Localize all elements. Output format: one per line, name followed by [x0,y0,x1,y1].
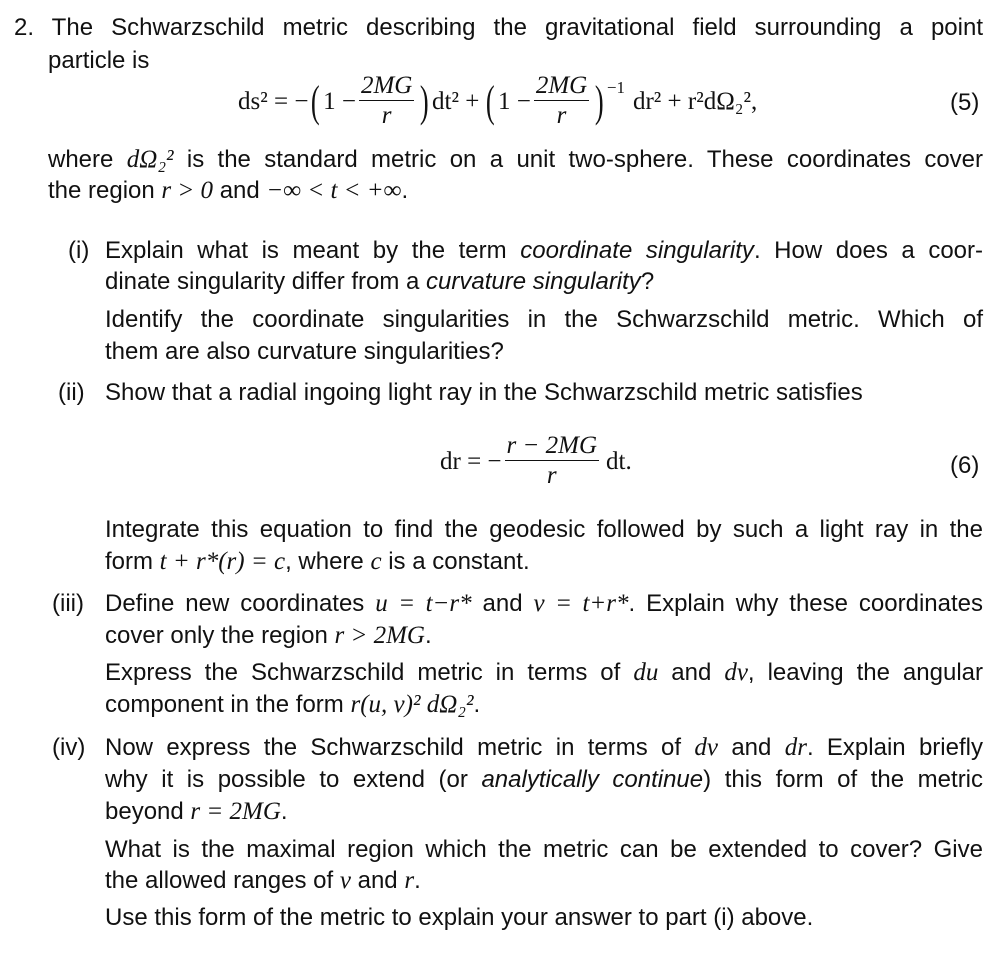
eq5-paren: ) [420,76,430,126]
text-segment: cover only the region [105,622,335,649]
part-label: (iii) [52,590,84,617]
text-line [105,336,983,367]
math-expression: r > 0 [161,177,214,204]
text-segment: where [48,146,127,173]
text-segment: and [213,177,267,204]
text-segment: What is the maximal region which the metric can be extended to cover? Give [105,836,983,863]
frac-numerator: 2MG [535,72,588,99]
math-expression: r(u, v)² dΩ₂² [350,691,474,718]
text-line [105,732,983,763]
text-line [105,689,983,720]
text-line [105,235,983,266]
text-segment: Explain what is meant by the term [105,237,521,264]
text-segment: . [424,622,432,649]
text-segment: . How does a coor- [753,237,984,264]
eq5-paren: ( [311,76,321,126]
math-expression: r > 2MG [334,622,425,649]
text-segment: Define new coordinates [105,590,376,617]
text-line [105,377,983,408]
text-segment: Integrate this equation to find the geodesic followed by such a light ray in the [105,516,983,543]
text-segment: beyond [105,798,191,825]
text-segment: the allowed ranges of [105,867,340,894]
math-expression: r [404,867,415,894]
equation-number: (6) [950,452,980,479]
math-expression: t + r*(r) = c [159,548,286,575]
math-expression: −∞ < t < +∞ [266,177,402,204]
text-line [105,657,983,688]
math-expression: v [339,867,351,894]
text-segment: 2. The Schwarzschild metric describing the gravitational field surrounding a point [14,14,983,41]
text-line [105,266,983,297]
text-segment: is the standard metric on a unit two-sphere. These coordinates cover [173,146,983,173]
text-segment: ) this form of the metric [703,766,984,793]
text-segment: dinate singularity differ from a [105,268,427,295]
math-expression: v = t+r* [533,590,629,617]
eq5-term: dt² + [432,87,480,115]
eq5-fraction [359,72,414,131]
text-segment: is a constant. [381,548,530,575]
math-expression: dv [694,734,719,761]
text-segment: component in the form [105,691,351,718]
text-segment: and [350,867,405,894]
equation-6 [440,432,632,491]
text-segment: them are also curvature singularities? [105,338,504,365]
eq6-fraction [505,432,599,491]
text-segment: Show that a radial ingoing light ray in the Schwarzschild metric satisfies [105,379,863,406]
text-segment: , where [285,548,371,575]
part-label: (i) [68,237,90,264]
eq5-term: 1 − [497,87,531,115]
eq6-lhs: dr = − [440,447,502,475]
text-line [48,144,983,175]
text-segment: Use this form of the metric to explain your answer to part (i) above. [105,904,814,931]
eq5-paren: ) [595,76,604,126]
text-line [105,764,983,795]
text-segment: Now express the Schwarzschild metric in terms of [105,734,695,761]
text-line [105,796,983,827]
text-line [48,175,983,206]
text-line [105,902,983,933]
frac-denominator: r [546,462,557,489]
text-segment: . [473,691,481,718]
eq5-exponent: −1 [606,78,625,97]
text-segment: and [718,734,785,761]
intro-line [14,12,983,43]
text-segment: form [105,548,160,575]
math-expression: r = 2MG [190,798,281,825]
text-segment: the region [48,177,162,204]
text-segment: Identify the coordinate singularities in the Schwarzschild metric. Which of [105,306,983,333]
part-label: (iv) [52,734,86,761]
eq5-paren: ( [486,76,496,126]
text-segment: and [658,659,725,686]
eq5-term: 1 − [323,87,356,115]
text-line [105,834,983,865]
math-expression: dr [784,734,807,761]
frac-numerator: 2MG [360,72,413,99]
text-line [105,546,983,577]
text-segment: why it is possible to extend (or [105,766,482,793]
math-expression: u = t−r* [375,590,472,617]
eq5-lhs: ds² = − [238,87,309,115]
text-line [105,514,983,545]
text-segment: ? [640,268,655,295]
frac-numerator: r − 2MG [506,432,598,459]
text-line [105,588,983,619]
equation-number: (5) [950,89,980,116]
text-segment: , leaving the angular [747,659,983,686]
text-segment: . [280,798,288,825]
text-segment: Express the Schwarzschild metric in terms of [105,659,634,686]
text-segment: . Explain briefly [806,734,983,761]
text-segment: . [401,177,409,204]
math-expression: c [370,548,382,575]
emphasized-term: curvature singularity [426,268,641,295]
emphasized-term: analytically continue [481,766,704,793]
text-segment: particle is [48,47,150,74]
eq5-term: dr² + r²dΩ₂², [632,87,758,115]
equation-5 [238,72,757,131]
math-expression: dΩ₂² [126,146,174,173]
text-segment: . [414,867,421,894]
text-line [105,304,983,335]
part-label: (ii) [58,379,85,406]
text-line [105,865,983,896]
text-segment: and [471,590,534,617]
text-line [105,620,983,651]
math-expression: du [633,659,659,686]
frac-denominator: r [556,102,567,129]
math-expression: dv [724,659,748,686]
eq6-term: dt. [606,447,632,475]
frac-denominator: r [381,102,392,129]
text-segment: . Explain why these coordinates [628,590,983,617]
eq5-fraction [534,72,589,131]
emphasized-term: coordinate singularity [520,237,754,264]
